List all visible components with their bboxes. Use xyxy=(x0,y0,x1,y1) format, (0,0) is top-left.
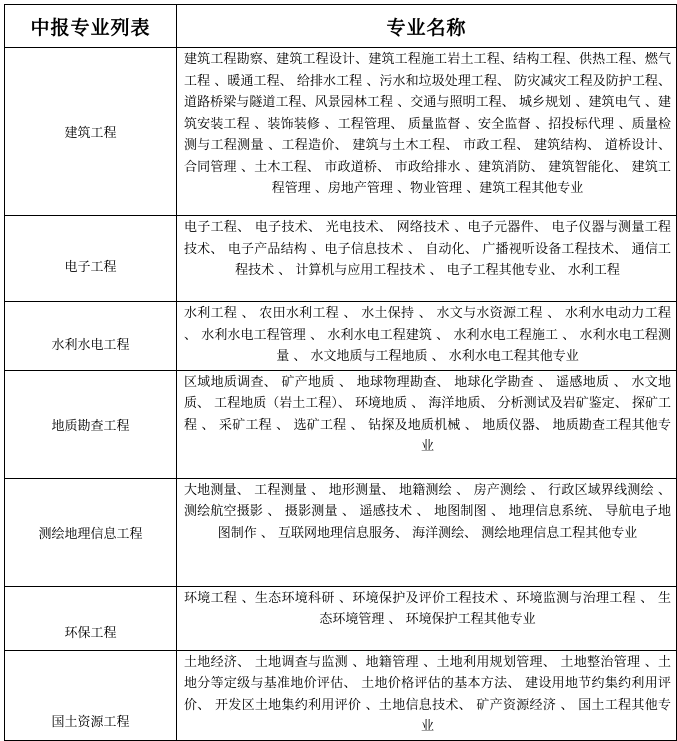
header-category: 中报专业列表 xyxy=(5,5,177,48)
category-cell xyxy=(5,216,177,302)
majors-cell: 大地测量、 工程测量 、 地形测量、 地籍测绘 、 房产测绘 、 行政区域界线测绘 、 测绘航空摄影 、 摄影测量 、 遥感技术 、 地图制图 、 地理信息系统、 导航电子地图制作 、 互联网地理信息服务、 海洋测绘、 测绘地理信息工程其他专业 xyxy=(177,478,677,586)
category-label: 水利水电工程 xyxy=(51,338,130,354)
table-row xyxy=(5,586,677,650)
table-row xyxy=(5,302,677,371)
category-cell xyxy=(5,478,177,586)
table-header-row xyxy=(5,5,677,48)
category-label: 国土资源工程 xyxy=(51,714,130,730)
majors-table xyxy=(4,4,677,741)
category-cell xyxy=(5,586,177,650)
majors-cell: 土地经济、 土地调查与监测 、地籍管理 、土地利用规划管理、 土地整治管理 、土地分等定级与基准地价评估、 土地价格评估的基本方法、 建设用地节约集约利用评价、 开发区土地集约利用评价 、土地信息技术、 矿产资源经济 、 国土工程其他专业 xyxy=(177,650,677,740)
category-label: 测绘地理信息工程 xyxy=(38,526,143,542)
table-row xyxy=(5,478,677,586)
category-cell xyxy=(5,48,177,216)
majors-cell: 水利工程 、 农田水利工程 、 水土保持 、 水文与水资源工程 、 水利水电动力工程 、 水利水电工程管理 、 水利水电工程建筑 、 水利水电工程施工 、 水利水电工程测量 、 水文地质与工程地质 、 水利水电工程其他专业 xyxy=(177,302,677,371)
category-label: 建筑工程 xyxy=(64,126,117,141)
category-label: 环保工程 xyxy=(64,625,117,641)
category-cell xyxy=(5,370,177,478)
majors-cell: 电子工程、 电子技术、 光电技术、 网络技术 、电子元器件、 电子仪器与测量工程技术、 电子产品结构 、电子信息技术 、 自动化、 广播视听设备工程技术、 通信工程技术 、 计算机与应用工程技术 、 电子工程其他专业、 水利工程 xyxy=(177,216,677,302)
table-row xyxy=(5,650,677,740)
table-row xyxy=(5,216,677,302)
table-row xyxy=(5,48,677,216)
category-cell xyxy=(5,302,177,371)
majors-cell: 建筑工程勘察、建筑工程设计、建筑工程施工岩土工程、结构工程、供热工程、燃气工程 、暖通工程、 给排水工程 、污水和垃圾处理工程、 防灾减灾工程及防护工程、道路桥梁与隧道工程、风景园林工程 、交通与照明工程、 城乡规划 、建筑电气 、建筑安装工程 、装饰装修 、工程管理、 质量监督 、安全监督 、招投标代理 、质量检测与工程测量 、工程造价、 建筑与土木工程、 市政工程、 建筑结构、 道桥设计、 合同管理 、土木工程、 市政道桥、 市政给排水 、建筑消防、 建筑智能化、 建筑工程管理 、房地产管理 、物业管理 、建筑工程其他专业 xyxy=(177,48,677,216)
majors-cell: 区域地质调查、 矿产地质 、 地球物理勘查、 地球化学勘查 、 遥感地质 、 水文地质、 工程地质（岩土工程）、 环境地质 、 海洋地质、 分析测试及岩矿鉴定、 探矿工程 、 采矿工程 、 选矿工程 、 钻探及地质机械 、 地质仪器、 地质勘查工程其他专业 xyxy=(177,370,677,478)
category-cell xyxy=(5,650,177,740)
majors-cell: 环境工程 、生态环境科研 、环境保护及评价工程技术 、环境监测与治理工程 、 生态环境管理 、 环境保护工程其他专业 xyxy=(177,586,677,650)
category-label: 地质勘查工程 xyxy=(51,418,130,434)
table-row xyxy=(5,370,677,478)
header-majors: 专业名称 xyxy=(177,5,677,48)
category-label: 电子工程 xyxy=(64,260,117,275)
